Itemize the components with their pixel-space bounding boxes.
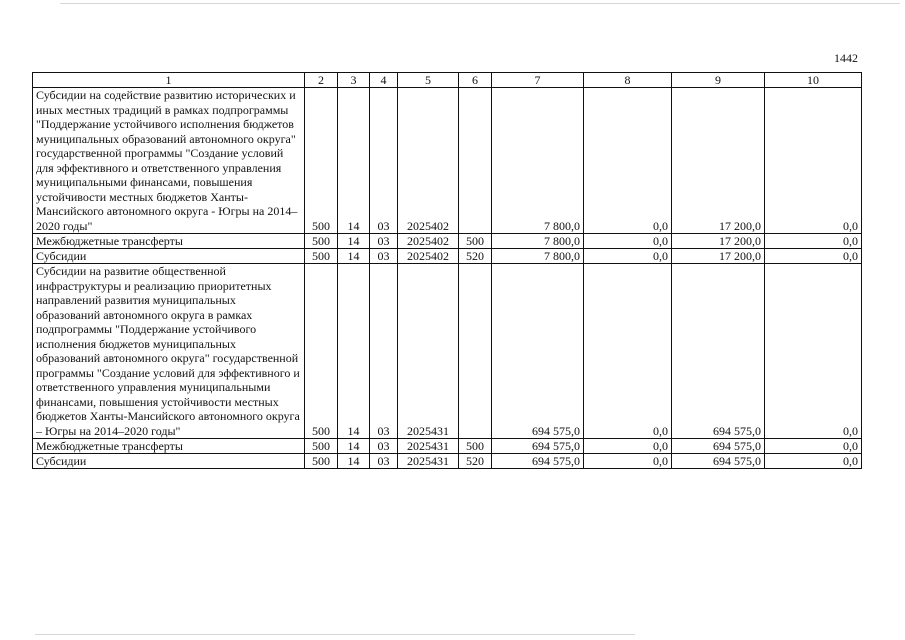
cell-c10: 0,0 xyxy=(765,264,862,439)
cell-c8: 0,0 xyxy=(584,454,672,469)
table-row xyxy=(33,249,862,264)
cell-c3: 14 xyxy=(338,454,370,469)
cell-c9: 694 575,0 xyxy=(672,264,765,439)
cell-c5: 2025431 xyxy=(398,439,459,454)
row-name: Межбюджетные трансферты xyxy=(33,234,305,249)
cell-c10: 0,0 xyxy=(765,249,862,264)
cell-c2: 500 xyxy=(305,264,338,439)
cell-c3: 14 xyxy=(338,264,370,439)
header-cell: 6 xyxy=(459,73,492,88)
cell-c7: 7 800,0 xyxy=(492,88,584,234)
table-row xyxy=(33,234,862,249)
cell-c7: 694 575,0 xyxy=(492,264,584,439)
row-name: Субсидии на содействие развитию исторических и иных местных традиций в рамках подпрограммы "Поддержание устойчивого исполнения бюджетов муниципальных образований автономного округа" государственной программы "Создание условий для эффективного и ответственного управления муниципальными финансами, повышения устойчивости местных бюджетов Ханты-Мансийского автономного округа - Югры на 2014–2020 годы" xyxy=(33,88,305,234)
cell-c6 xyxy=(459,88,492,234)
row-name: Субсидии xyxy=(33,454,305,469)
cell-c10: 0,0 xyxy=(765,234,862,249)
cell-c8: 0,0 xyxy=(584,234,672,249)
cell-c9: 694 575,0 xyxy=(672,439,765,454)
cell-c5: 2025431 xyxy=(398,264,459,439)
cell-c5: 2025402 xyxy=(398,249,459,264)
header-cell: 3 xyxy=(338,73,370,88)
header-cell: 8 xyxy=(584,73,672,88)
cell-c10: 0,0 xyxy=(765,439,862,454)
header-cell: 4 xyxy=(370,73,398,88)
header-cell: 10 xyxy=(765,73,862,88)
row-name: Субсидии на развитие общественной инфраструктуры и реализацию приоритетных направлений развития муниципальных образований автономного округа в рамках подпрограммы "Поддержание устойчивого исполнения бюджетов муниципальных образований автономного округа" государственной программы "Создание условий для эффективного и ответственного управления муниципальными финансами, повышения устойчивости местных бюджетов Ханты-Мансийского автономного округа – Югры на 2014–2020 годы" xyxy=(33,264,305,439)
header-cell: 1 xyxy=(33,73,305,88)
cell-c9: 17 200,0 xyxy=(672,234,765,249)
cell-c5: 2025402 xyxy=(398,88,459,234)
cell-c7: 7 800,0 xyxy=(492,249,584,264)
cell-c2: 500 xyxy=(305,234,338,249)
cell-c4: 03 xyxy=(370,439,398,454)
cell-c2: 500 xyxy=(305,249,338,264)
cell-c6 xyxy=(459,264,492,439)
row-name: Межбюджетные трансферты xyxy=(33,439,305,454)
cell-c9: 17 200,0 xyxy=(672,88,765,234)
cell-c6: 500 xyxy=(459,439,492,454)
cell-c10: 0,0 xyxy=(765,88,862,234)
cell-c8: 0,0 xyxy=(584,439,672,454)
cell-c9: 694 575,0 xyxy=(672,454,765,469)
header-cell: 9 xyxy=(672,73,765,88)
cell-c3: 14 xyxy=(338,234,370,249)
header-cell: 5 xyxy=(398,73,459,88)
header-row xyxy=(33,73,862,88)
page-number: 1442 xyxy=(834,51,858,65)
cell-c3: 14 xyxy=(338,249,370,264)
header-cell: 2 xyxy=(305,73,338,88)
scan-artifact-top xyxy=(60,3,900,4)
cell-c4: 03 xyxy=(370,249,398,264)
table-row xyxy=(33,439,862,454)
cell-c10: 0,0 xyxy=(765,454,862,469)
header-cell: 7 xyxy=(492,73,584,88)
cell-c3: 14 xyxy=(338,439,370,454)
cell-c4: 03 xyxy=(370,454,398,469)
table-row xyxy=(33,88,862,234)
cell-c6: 500 xyxy=(459,234,492,249)
table-row xyxy=(33,264,862,439)
cell-c5: 2025402 xyxy=(398,234,459,249)
cell-c2: 500 xyxy=(305,454,338,469)
cell-c3: 14 xyxy=(338,88,370,234)
cell-c4: 03 xyxy=(370,234,398,249)
cell-c2: 500 xyxy=(305,439,338,454)
cell-c4: 03 xyxy=(370,88,398,234)
scan-artifact-bottom xyxy=(35,634,635,635)
cell-c8: 0,0 xyxy=(584,264,672,439)
cell-c9: 17 200,0 xyxy=(672,249,765,264)
cell-c2: 500 xyxy=(305,88,338,234)
cell-c6: 520 xyxy=(459,249,492,264)
cell-c7: 694 575,0 xyxy=(492,454,584,469)
cell-c8: 0,0 xyxy=(584,249,672,264)
table-row xyxy=(33,454,862,469)
cell-c8: 0,0 xyxy=(584,88,672,234)
budget-table xyxy=(32,72,862,469)
cell-c7: 7 800,0 xyxy=(492,234,584,249)
cell-c5: 2025431 xyxy=(398,454,459,469)
row-name: Субсидии xyxy=(33,249,305,264)
cell-c4: 03 xyxy=(370,264,398,439)
cell-c7: 694 575,0 xyxy=(492,439,584,454)
cell-c6: 520 xyxy=(459,454,492,469)
